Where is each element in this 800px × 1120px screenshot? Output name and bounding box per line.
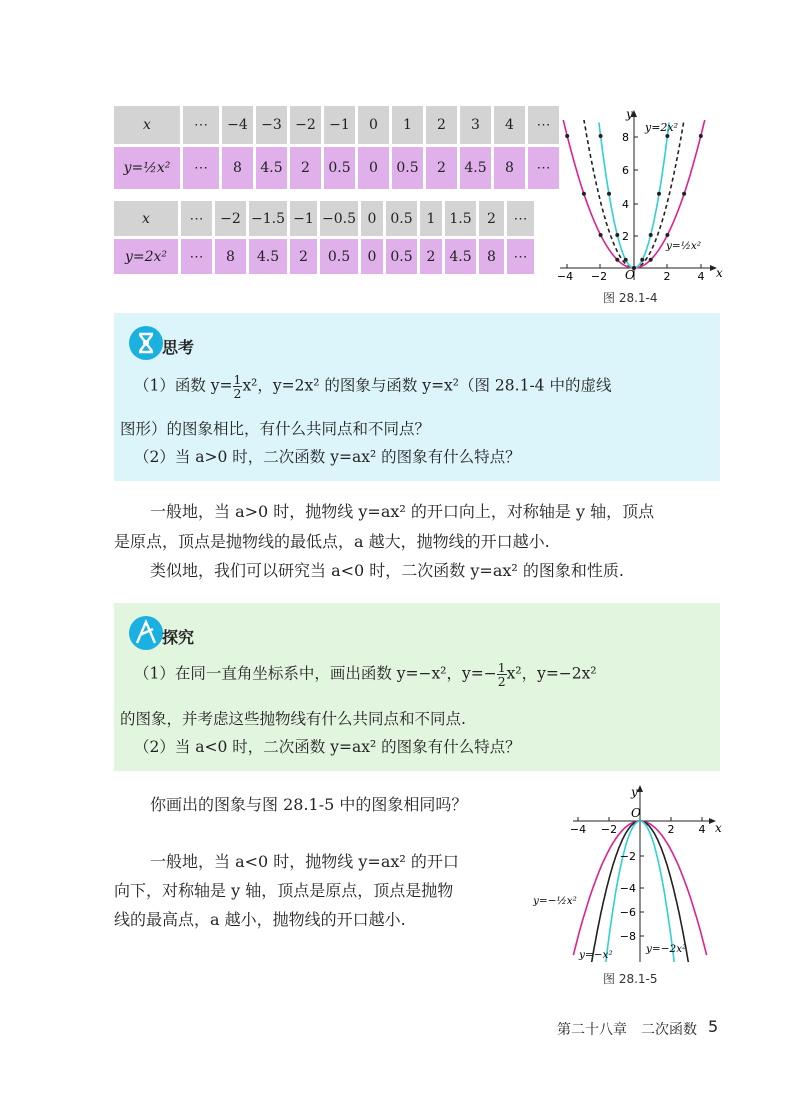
table-cell: 2 [479, 201, 504, 236]
table-cell: −0.5 [320, 201, 358, 236]
table-cell: 3 [460, 106, 491, 144]
table-cell: ⋯ [181, 201, 212, 236]
x-axis-label: x [716, 266, 723, 280]
plot-point [565, 134, 569, 138]
table-cell: 1 [392, 106, 423, 144]
plot-point [649, 258, 653, 262]
x-tick-label: 4 [698, 823, 706, 836]
table-cell: 2 [290, 147, 321, 189]
table-cell: 4.5 [445, 239, 476, 274]
table-cell: −4 [222, 106, 253, 144]
table-cell: −2 [290, 106, 321, 144]
text: （1）在同一直角坐标系中，画出函数 y=−x²，y=− [134, 664, 497, 683]
paragraph-line: 类似地，我们可以研究当 a<0 时，二次函数 y=ax² 的图象和性质. [150, 561, 624, 580]
paragraph-line: 一般地，当 a>0 时，抛物线 y=ax² 的开口向上，对称轴是 y 轴，顶点 [150, 502, 655, 521]
table-cell: 8 [479, 239, 504, 274]
y-axis-label: y [626, 108, 633, 121]
x-tick-label: −4 [556, 270, 574, 283]
x-tick-label: −2 [590, 270, 608, 283]
think-title: 思考 [162, 338, 195, 357]
fraction [233, 373, 243, 400]
explore-icon [128, 615, 164, 651]
table-cell: 2 [426, 147, 457, 189]
table-cell: 8 [494, 147, 525, 189]
x-tick-label: −2 [600, 823, 618, 836]
think-box [114, 313, 720, 481]
plot-point [665, 233, 669, 237]
y-tick-label: 6 [622, 164, 629, 177]
plot-point [624, 258, 628, 262]
plot-point [582, 192, 586, 196]
footer-chapter: 第二十八章 二次函数 [557, 1022, 697, 1038]
curve-label-neg: y=−x² [579, 949, 613, 961]
y-tick-label: 2 [622, 230, 629, 243]
table-cell: ⋯ [507, 201, 534, 236]
y-tick-label: −4 [619, 882, 636, 895]
frac-den: 2 [497, 674, 506, 690]
y-tick-label: 8 [622, 131, 629, 144]
table-cell: 0 [358, 106, 389, 144]
table-cell: 4.5 [460, 147, 491, 189]
origin-label: O [631, 806, 641, 820]
table-header-y: y=½x² [114, 147, 180, 189]
frac-den: 2 [233, 386, 242, 402]
table-cell: 0 [361, 239, 383, 274]
figure-caption: 图 28.1-4 [603, 291, 658, 305]
explore-question-1-cont: 的图象，并考虑这些抛物线有什么共同点和不同点. [120, 710, 466, 728]
figure-28-1-4 [555, 108, 725, 283]
table-cell: ⋯ [183, 106, 219, 144]
page-number: 5 [708, 1017, 719, 1036]
plot-point [682, 192, 686, 196]
x-tick-label: 4 [697, 270, 705, 283]
x-tick-label: −4 [569, 823, 587, 836]
fraction [497, 661, 507, 688]
explore-title: 探究 [162, 628, 195, 647]
table-cell: 0.5 [386, 239, 417, 274]
table-cell: 0 [361, 201, 383, 236]
figure-28-1-5 [533, 784, 728, 966]
curve-label-neg-2: y=−2x² [646, 943, 687, 955]
frac-num: 1 [497, 660, 506, 675]
table-cell: 2 [420, 239, 442, 274]
table-cell: 0.5 [386, 201, 417, 236]
table-cell: 4.5 [249, 239, 287, 274]
table-cell: 8 [215, 239, 246, 274]
table-cell: 0.5 [392, 147, 423, 189]
table-cell: 2 [290, 239, 317, 274]
plot-point [665, 134, 669, 138]
y-axis-label: y [631, 785, 638, 799]
think-question-1-cont: 图形）的图象相比，有什么共同点和不同点？ [120, 420, 431, 438]
y-tick-label: −8 [619, 930, 636, 943]
table-cell: 4 [494, 106, 525, 144]
plot-point [657, 192, 661, 196]
table-cell: −1 [290, 201, 317, 236]
table-header-y: y=2x² [114, 239, 178, 274]
plot-point [640, 258, 644, 262]
frac-num: 1 [233, 372, 242, 387]
y-tick-label: 4 [622, 198, 629, 211]
table-cell: 8 [222, 147, 253, 189]
text: （1）函数 y= [134, 376, 233, 395]
think-question-1 [134, 373, 611, 400]
table-cell: 0.5 [320, 239, 358, 274]
table-cell: −1 [324, 106, 355, 144]
table-cell: ⋯ [528, 106, 559, 144]
x-axis-label: x [715, 821, 722, 835]
table-cell: 1.5 [445, 201, 476, 236]
paragraph-line: 你画出的图象与图 28.1-5 中的图象相同吗？ [150, 795, 468, 814]
plot-point [599, 134, 603, 138]
y-tick-label: −6 [619, 906, 636, 919]
plot-point [607, 192, 611, 196]
think-icon [128, 325, 164, 361]
text: x²，y=2x² 的图象与函数 y=x²（图 28.1-4 中的虚线 [242, 376, 612, 395]
figure-caption: 图 28.1-5 [603, 972, 658, 986]
curve-label-half: y=½x² [666, 240, 702, 252]
table-cell: 1 [420, 201, 442, 236]
x-tick-label: 2 [667, 823, 675, 836]
paragraph-line: 向下，对称轴是 y 轴，顶点是原点，顶点是抛物 [114, 881, 454, 900]
table-header-x: x [114, 106, 180, 144]
origin-label: O [625, 268, 635, 282]
table-cell: −3 [256, 106, 287, 144]
plot-point [599, 233, 603, 237]
table-cell: 0 [358, 147, 389, 189]
plot-point [699, 134, 703, 138]
y-axis-arrow-icon [637, 785, 643, 792]
table-cell: ⋯ [507, 239, 534, 274]
explore-question-2: （2）当 a<0 时，二次函数 y=ax² 的图象有什么特点？ [134, 738, 521, 756]
value-table-2x [111, 198, 537, 277]
paragraph-line: 一般地，当 a<0 时，抛物线 y=ax² 的开口 [150, 852, 459, 871]
think-question-2: （2）当 a>0 时，二次函数 y=ax² 的图象有什么特点？ [134, 448, 521, 466]
plot-point [649, 233, 653, 237]
plot-point [615, 233, 619, 237]
table-cell: −2 [215, 201, 246, 236]
curve-label-neg-half: y=−½x² [533, 895, 577, 907]
paragraph-line: 线的最高点，a 越小，抛物线的开口越小. [114, 910, 406, 929]
table-cell: ⋯ [183, 147, 219, 189]
table-cell: −1.5 [249, 201, 287, 236]
table-cell: 2 [426, 106, 457, 144]
value-table-half [111, 103, 562, 192]
table-cell: ⋯ [528, 147, 559, 189]
table-cell: 0.5 [324, 147, 355, 189]
y-tick-label: −2 [619, 850, 636, 863]
table-cell: ⋯ [181, 239, 212, 274]
plot-point [615, 258, 619, 262]
paragraph-line: 是原点，顶点是抛物线的最低点，a 越大，抛物线的开口越小. [114, 532, 550, 551]
table-header-x: x [114, 201, 178, 236]
explore-box [114, 603, 720, 771]
x-tick-label: 2 [663, 270, 671, 283]
curve-label-2x2: y=2x² [645, 121, 679, 134]
explore-question-1 [134, 661, 597, 688]
table-cell: 4.5 [256, 147, 287, 189]
text: x²，y=−2x² [506, 664, 597, 683]
